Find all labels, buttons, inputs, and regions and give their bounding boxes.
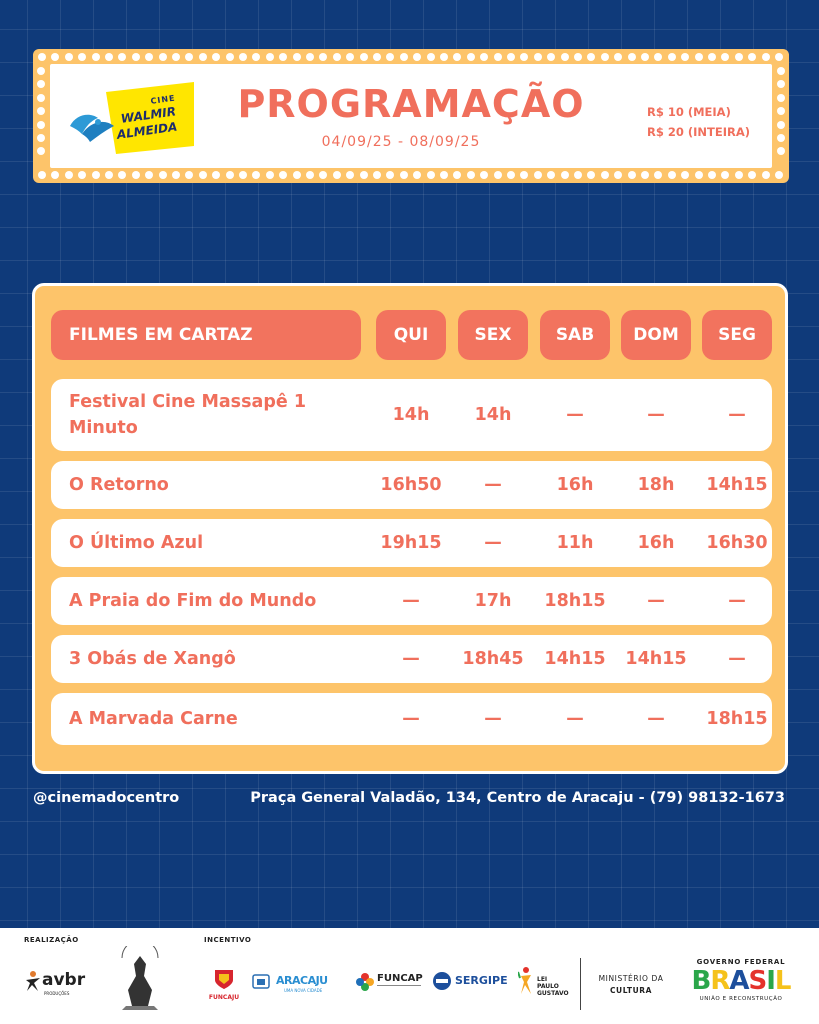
- marquee-bulb: [735, 171, 743, 179]
- realizacao-seal-logo: [118, 946, 162, 1016]
- brasil-letter: I: [766, 966, 775, 996]
- marquee-bulb: [453, 171, 461, 179]
- showtime-seg: 18h15: [706, 709, 768, 729]
- marquee-bulb: [668, 53, 676, 61]
- marquee-bulb: [695, 171, 703, 179]
- day-header-qui: QUI: [376, 310, 446, 360]
- logo-cine-text: CINE: [150, 93, 177, 106]
- marquee-bulb: [641, 53, 649, 61]
- header-card: [50, 64, 772, 168]
- day-header-sex: SEX: [458, 310, 528, 360]
- marquee-bulb: [159, 171, 167, 179]
- showtime-seg: —: [728, 591, 746, 611]
- price-half: R$ 10 (MEIA): [646, 105, 731, 119]
- marquee-bulb: [373, 171, 381, 179]
- showtime-sex: —: [484, 475, 502, 495]
- aracaju-crest-icon: [252, 972, 270, 990]
- incentivo-label: INCENTIVO: [204, 936, 252, 944]
- marquee-bulb: [494, 171, 502, 179]
- avbr-sub-text: PRODUÇÕES: [44, 991, 70, 996]
- marquee-bulb: [681, 53, 689, 61]
- showtime-sab: —: [566, 709, 584, 729]
- marquee-bulb: [534, 171, 542, 179]
- marquee-bulb: [333, 171, 341, 179]
- marquee-bulb: [293, 171, 301, 179]
- marquee-bulb: [145, 53, 153, 61]
- lei-paulo-gustavo-logo: [518, 966, 569, 1000]
- marquee-bulb: [775, 171, 783, 179]
- marquee-bulb: [748, 171, 756, 179]
- marquee-bulb: [695, 53, 703, 61]
- marquee-bulb: [293, 53, 301, 61]
- film-title: O Retorno: [69, 475, 169, 495]
- marquee-bulb: [587, 171, 595, 179]
- realizacao-label: REALIZAÇÃO: [24, 936, 79, 944]
- marquee-bulb: [777, 147, 785, 155]
- marquee-bulb: [777, 107, 785, 115]
- marquee-bulb: [574, 171, 582, 179]
- marquee-bulb: [185, 171, 193, 179]
- film-title: A Marvada Carne: [69, 709, 238, 729]
- showtime-sex: 14h: [474, 405, 512, 425]
- lei-paulo-gustavo-figure-icon: [518, 966, 534, 996]
- film-row: [51, 577, 772, 625]
- marquee-bulb: [654, 171, 662, 179]
- marquee-bulb: [721, 53, 729, 61]
- marquee-bulb: [37, 107, 45, 115]
- marquee-bulb: [762, 53, 770, 61]
- aracaju-logo: [252, 972, 328, 994]
- marquee-bulb: [777, 134, 785, 142]
- marquee-bulb: [172, 53, 180, 61]
- marquee-bulb: [547, 53, 555, 61]
- marquee-bulb: [239, 171, 247, 179]
- showtime-seg: 14h15: [706, 475, 768, 495]
- marquee-bulb: [105, 171, 113, 179]
- avbr-figure-icon: [24, 970, 42, 992]
- marquee-bulb: [400, 171, 408, 179]
- date-range: 04/09/25 - 08/09/25: [321, 134, 481, 150]
- showtime-qui: —: [402, 591, 420, 611]
- price-full: R$ 20 (INTEIRA): [646, 125, 750, 139]
- marquee-bulb: [681, 171, 689, 179]
- marquee-bulb: [614, 171, 622, 179]
- marquee-bulb: [78, 53, 86, 61]
- marquee-bulb: [775, 53, 783, 61]
- brasil-letter: A: [729, 966, 749, 996]
- marquee-bulb: [777, 121, 785, 129]
- marquee-bulb: [413, 171, 421, 179]
- marquee-bulb: [748, 53, 756, 61]
- marquee-bulb: [319, 171, 327, 179]
- avbr-logo: [24, 970, 86, 996]
- showtime-sab: 14h15: [544, 649, 606, 669]
- showtime-sex: 17h: [474, 591, 512, 611]
- marquee-bulb: [346, 171, 354, 179]
- avbr-text: avbr: [42, 970, 86, 990]
- showtime-seg: 16h30: [706, 533, 768, 553]
- marquee-bulb: [534, 53, 542, 61]
- marquee-bulb: [38, 53, 46, 61]
- marquee-bulb: [306, 53, 314, 61]
- lei-text: LEI: [537, 976, 548, 983]
- ministerio-cultura-logo: [592, 974, 670, 995]
- marquee-bulb: [762, 171, 770, 179]
- marquee-bulb: [413, 53, 421, 61]
- showtime-dom: —: [647, 405, 665, 425]
- page-title: PROGRAMAÇÃO: [237, 82, 585, 126]
- marquee-bulb: [38, 171, 46, 179]
- showtime-dom: 14h15: [625, 649, 687, 669]
- funcaju-text: FUNCAJU: [208, 994, 240, 1001]
- marquee-bulb: [668, 171, 676, 179]
- marquee-bulb: [306, 171, 314, 179]
- marquee-bulb: [628, 53, 636, 61]
- film-title: 3 Obás de Xangô: [69, 649, 236, 669]
- sergipe-crest-icon: [432, 970, 452, 992]
- marquee-bulb: [494, 53, 502, 61]
- aracaju-sub-text: UMA NOVA CIDADE: [284, 988, 323, 993]
- showtime-qui: 14h: [392, 405, 430, 425]
- film-title: Festival Cine Massapê 1 Minuto: [69, 392, 306, 438]
- marquee-bulb: [199, 53, 207, 61]
- marquee-bulb: [614, 53, 622, 61]
- showtime-sex: 18h45: [462, 649, 524, 669]
- showtime-qui: 16h50: [380, 475, 442, 495]
- marquee-bulb: [777, 67, 785, 75]
- film-row: [51, 635, 772, 683]
- showtime-sab: 18h15: [544, 591, 606, 611]
- funcaju-logo: [206, 968, 242, 1001]
- marquee-bulb: [212, 53, 220, 61]
- marquee-bulb: [427, 171, 435, 179]
- marquee-bulb: [279, 171, 287, 179]
- governo-federal-logo: [682, 958, 800, 1002]
- marquee-bulb: [159, 53, 167, 61]
- marquee-bulb: [37, 94, 45, 102]
- marquee-bulb: [386, 53, 394, 61]
- marquee-bulb: [777, 80, 785, 88]
- marquee-bulb: [360, 53, 368, 61]
- logo-almeida-text: ALMEIDA: [116, 119, 179, 142]
- marquee-bulb: [547, 171, 555, 179]
- marquee-bulb: [561, 171, 569, 179]
- marquee-bulb: [199, 171, 207, 179]
- marquee-bulb: [507, 53, 515, 61]
- marquee-bulb: [708, 53, 716, 61]
- header-marquee: [33, 49, 789, 183]
- governo-federal-text: GOVERNO FEDERAL: [696, 958, 786, 966]
- sergipe-logo: [432, 970, 508, 996]
- film-row: [51, 379, 772, 451]
- funcaju-shield-icon: [213, 968, 235, 990]
- marquee-bulb: [587, 53, 595, 61]
- marquee-bulb: [37, 67, 45, 75]
- marquee-bulb: [386, 171, 394, 179]
- uniao-reconstrucao-text: UNIÃO E RECONSTRUÇÃO: [699, 996, 783, 1002]
- marquee-bulb: [239, 53, 247, 61]
- marquee-bulb: [333, 53, 341, 61]
- marquee-bulb: [319, 53, 327, 61]
- sponsor-band: [0, 928, 819, 1024]
- marquee-bulb: [252, 53, 260, 61]
- logo-walmir-text: WALMIR: [120, 104, 177, 126]
- paulo-gustavo-text: PAULO GUSTAVO: [537, 983, 569, 997]
- funcap-sub-line: [377, 985, 421, 986]
- film-title: A Praia do Fim do Mundo: [69, 591, 317, 611]
- marquee-bulb: [480, 171, 488, 179]
- sergipe-text: SERGIPE: [455, 974, 508, 987]
- marquee-bulb: [226, 171, 234, 179]
- showtime-qui: 19h15: [380, 533, 442, 553]
- showtime-dom: —: [647, 709, 665, 729]
- funcap-text: FUNCAP: [377, 973, 423, 984]
- funcap-logo: [355, 972, 423, 996]
- film-title: O Último Azul: [69, 533, 204, 553]
- brasil-letter: R: [710, 966, 730, 996]
- marquee-bulb: [735, 53, 743, 61]
- showtime-dom: 18h: [637, 475, 675, 495]
- aracaju-text: ARACAJU: [276, 974, 328, 987]
- marquee-bulb: [574, 53, 582, 61]
- brasil-letter: S: [748, 966, 767, 996]
- day-header-sab: SAB: [540, 310, 610, 360]
- marquee-bulb: [252, 171, 260, 179]
- marquee-bulb: [440, 53, 448, 61]
- showtime-dom: —: [647, 591, 665, 611]
- marquee-bulb: [37, 134, 45, 142]
- day-header-seg: SEG: [702, 310, 772, 360]
- marquee-bulb: [92, 171, 100, 179]
- showtime-qui: —: [402, 649, 420, 669]
- marquee-bulb: [145, 171, 153, 179]
- marquee-bulb: [92, 53, 100, 61]
- marquee-bulb: [480, 53, 488, 61]
- marquee-bulb: [373, 53, 381, 61]
- marquee-bulb: [266, 53, 274, 61]
- marquee-bulb: [132, 53, 140, 61]
- monument-seal-icon: [118, 946, 162, 1012]
- marquee-bulb: [360, 171, 368, 179]
- marquee-bulb: [226, 53, 234, 61]
- showtime-sex: —: [484, 709, 502, 729]
- marquee-bulb: [51, 53, 59, 61]
- brasil-wordmark: [682, 966, 800, 996]
- marquee-bulb: [601, 171, 609, 179]
- instagram-handle: @cinemadocentro: [33, 790, 180, 806]
- marquee-bulb: [212, 171, 220, 179]
- film-row: [51, 519, 772, 567]
- films-header: FILMES EM CARTAZ: [51, 310, 361, 360]
- brasil-letter: B: [691, 966, 711, 996]
- film-row: [51, 461, 772, 509]
- schedule-panel: [32, 283, 788, 774]
- marquee-bulb: [78, 171, 86, 179]
- marquee-bulb: [51, 171, 59, 179]
- cultura-text: CULTURA: [609, 986, 653, 995]
- marquee-bulb: [708, 171, 716, 179]
- marquee-bulb: [105, 53, 113, 61]
- marquee-bulb: [453, 53, 461, 61]
- showtime-seg: —: [728, 649, 746, 669]
- ticket-prices: [647, 102, 750, 142]
- marquee-bulb: [37, 121, 45, 129]
- marquee-bulb: [520, 171, 528, 179]
- marquee-bulb: [346, 53, 354, 61]
- marquee-bulb: [279, 53, 287, 61]
- marquee-bulb: [400, 53, 408, 61]
- showtime-dom: 16h: [637, 533, 675, 553]
- showtime-sex: —: [484, 533, 502, 553]
- marquee-bulb: [777, 94, 785, 102]
- marquee-bulb: [118, 53, 126, 61]
- day-header-dom: DOM: [621, 310, 691, 360]
- sponsor-divider: [580, 958, 581, 1010]
- ministerio-text: MINISTÉRIO DA: [598, 974, 664, 983]
- marquee-bulb: [65, 53, 73, 61]
- marquee-bulb: [654, 53, 662, 61]
- showtime-seg: —: [728, 405, 746, 425]
- showtime-sab: 16h: [556, 475, 594, 495]
- marquee-bulb: [37, 80, 45, 88]
- marquee-bulb: [427, 53, 435, 61]
- marquee-bulb: [467, 171, 475, 179]
- showtime-sab: 11h: [556, 533, 594, 553]
- marquee-bulb: [65, 171, 73, 179]
- marquee-bulb: [132, 171, 140, 179]
- marquee-bulb: [561, 53, 569, 61]
- marquee-bulb: [172, 171, 180, 179]
- marquee-bulb: [37, 147, 45, 155]
- marquee-bulb: [118, 171, 126, 179]
- marquee-bulb: [507, 171, 515, 179]
- film-row: [51, 693, 772, 745]
- marquee-bulb: [467, 53, 475, 61]
- marquee-bulb: [601, 53, 609, 61]
- marquee-bulb: [185, 53, 193, 61]
- marquee-bulb: [641, 171, 649, 179]
- showtime-sab: —: [566, 405, 584, 425]
- brasil-letter: L: [774, 966, 791, 996]
- address-phone: Praça General Valadão, 134, Centro de Aracaju - (79) 98132-1673: [250, 790, 785, 806]
- funcap-flower-icon: [355, 972, 375, 992]
- marquee-bulb: [520, 53, 528, 61]
- marquee-bulb: [628, 171, 636, 179]
- showtime-qui: —: [402, 709, 420, 729]
- marquee-bulb: [721, 171, 729, 179]
- marquee-bulb: [266, 171, 274, 179]
- marquee-bulb: [440, 171, 448, 179]
